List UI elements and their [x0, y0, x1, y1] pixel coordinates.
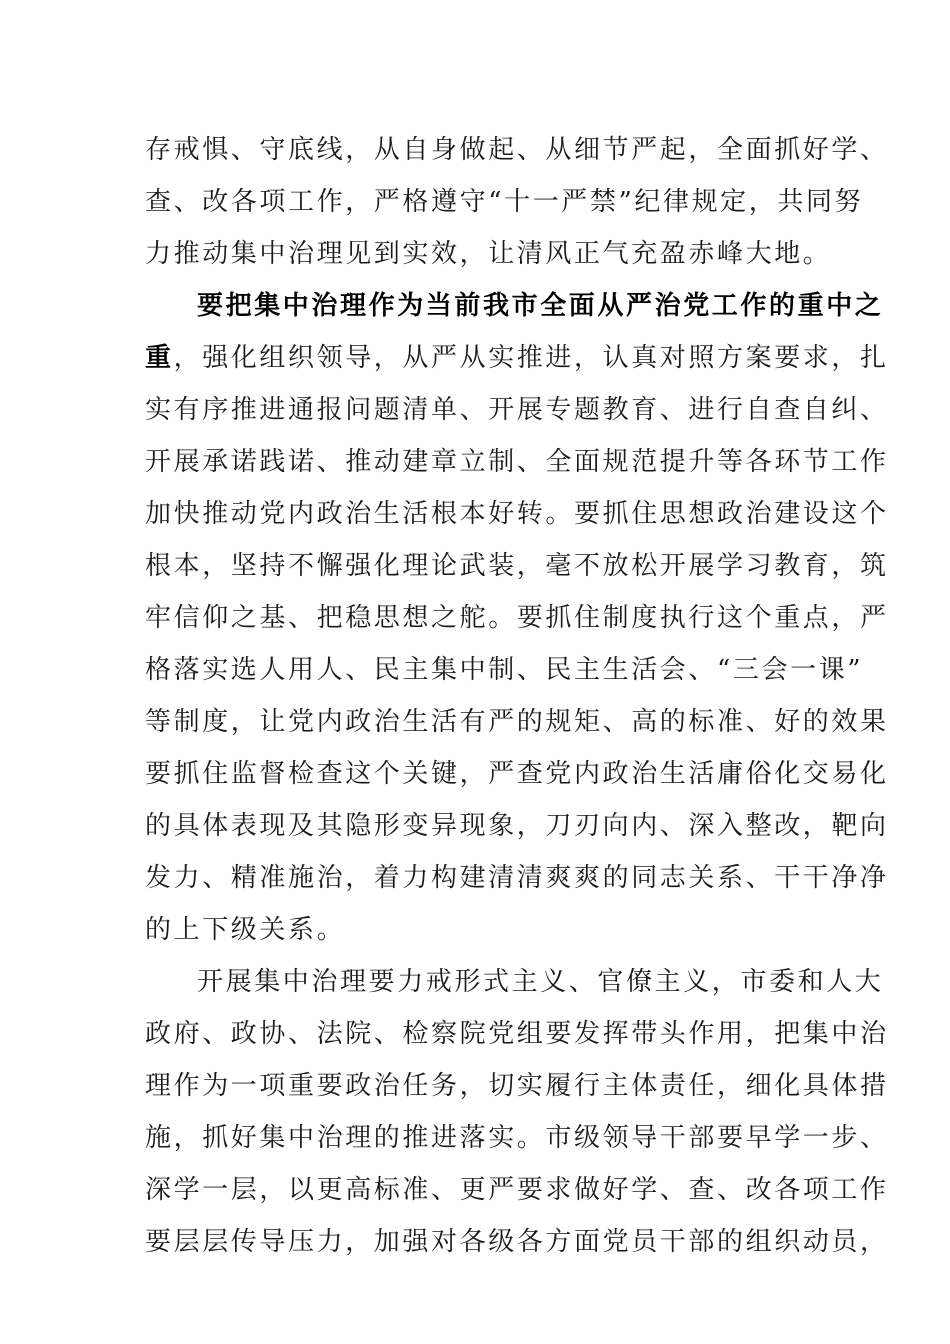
paragraph-line: 加快推动党内政治生活根本好转。要抓住思想政治建设这个 [145, 499, 889, 529]
paragraph-line: 等制度，让党内政治生活有严的规矩、高的标准、好的效果 [145, 707, 889, 737]
paragraph-line: 实有序推进通报问题清单、开展专题教育、进行自查自纠、 [145, 395, 889, 425]
paragraph-line [145, 338, 889, 378]
paragraph-line: 根本，坚持不懈强化理论武装，毫不放松开展学习教育，筑 [145, 551, 889, 581]
paragraph-line: 开展承诺践诺、推动建章立制、全面规范提升等各环节工作 [145, 447, 889, 477]
paragraph-line: 要层层传导压力，加强对各级各方面党员干部的组织动员， [145, 1227, 889, 1257]
paragraph-bold-lead: 要把集中治理作为当前我市全面从严治党工作的重中之 [197, 291, 884, 321]
paragraph-line: 力推动集中治理见到实效，让清风正气充盈赤峰大地。 [145, 239, 832, 269]
paragraph-line: 施，抓好集中治理的推进落实。市级领导干部要早学一步、 [145, 1123, 889, 1153]
bold-lead-end: 重 [145, 343, 174, 373]
paragraph-line: 存戒惧、守底线，从自身做起、从细节严起，全面抓好学、 [145, 135, 889, 165]
paragraph-line: 理作为一项重要政治任务，切实履行主体责任，细化具体措 [145, 1071, 889, 1101]
paragraph-line: 开展集中治理要力戒形式主义、官僚主义，市委和人大 [197, 967, 884, 997]
paragraph-text: ，强化组织领导，从严从实推进，认真对照方案要求，扎 [173, 343, 889, 373]
paragraph-line: 的上下级关系。 [145, 915, 346, 945]
paragraph-line: 发力、精准施治，着力构建清清爽爽的同志关系、干干净净 [145, 863, 889, 893]
paragraph-line: 要抓住监督检查这个关键，严查党内政治生活庸俗化交易化 [145, 759, 889, 789]
paragraph-line: 政府、政协、法院、检察院党组要发挥带头作用，把集中治 [145, 1019, 889, 1049]
paragraph-line: 的具体表现及其隐形变异现象，刀刃向内、深入整改，靶向 [145, 811, 889, 841]
paragraph-line: 深学一层，以更高标准、更严要求做好学、查、改各项工作 [145, 1175, 889, 1205]
paragraph-line: 格落实选人用人、民主集中制、民主生活会、“三会一课” [145, 655, 864, 685]
paragraph-line: 牢信仰之基、把稳思想之舵。要抓住制度执行这个重点，严 [145, 603, 889, 633]
paragraph-line: 查、改各项工作，严格遵守“十一严禁”纪律规定，共同努 [145, 187, 864, 217]
